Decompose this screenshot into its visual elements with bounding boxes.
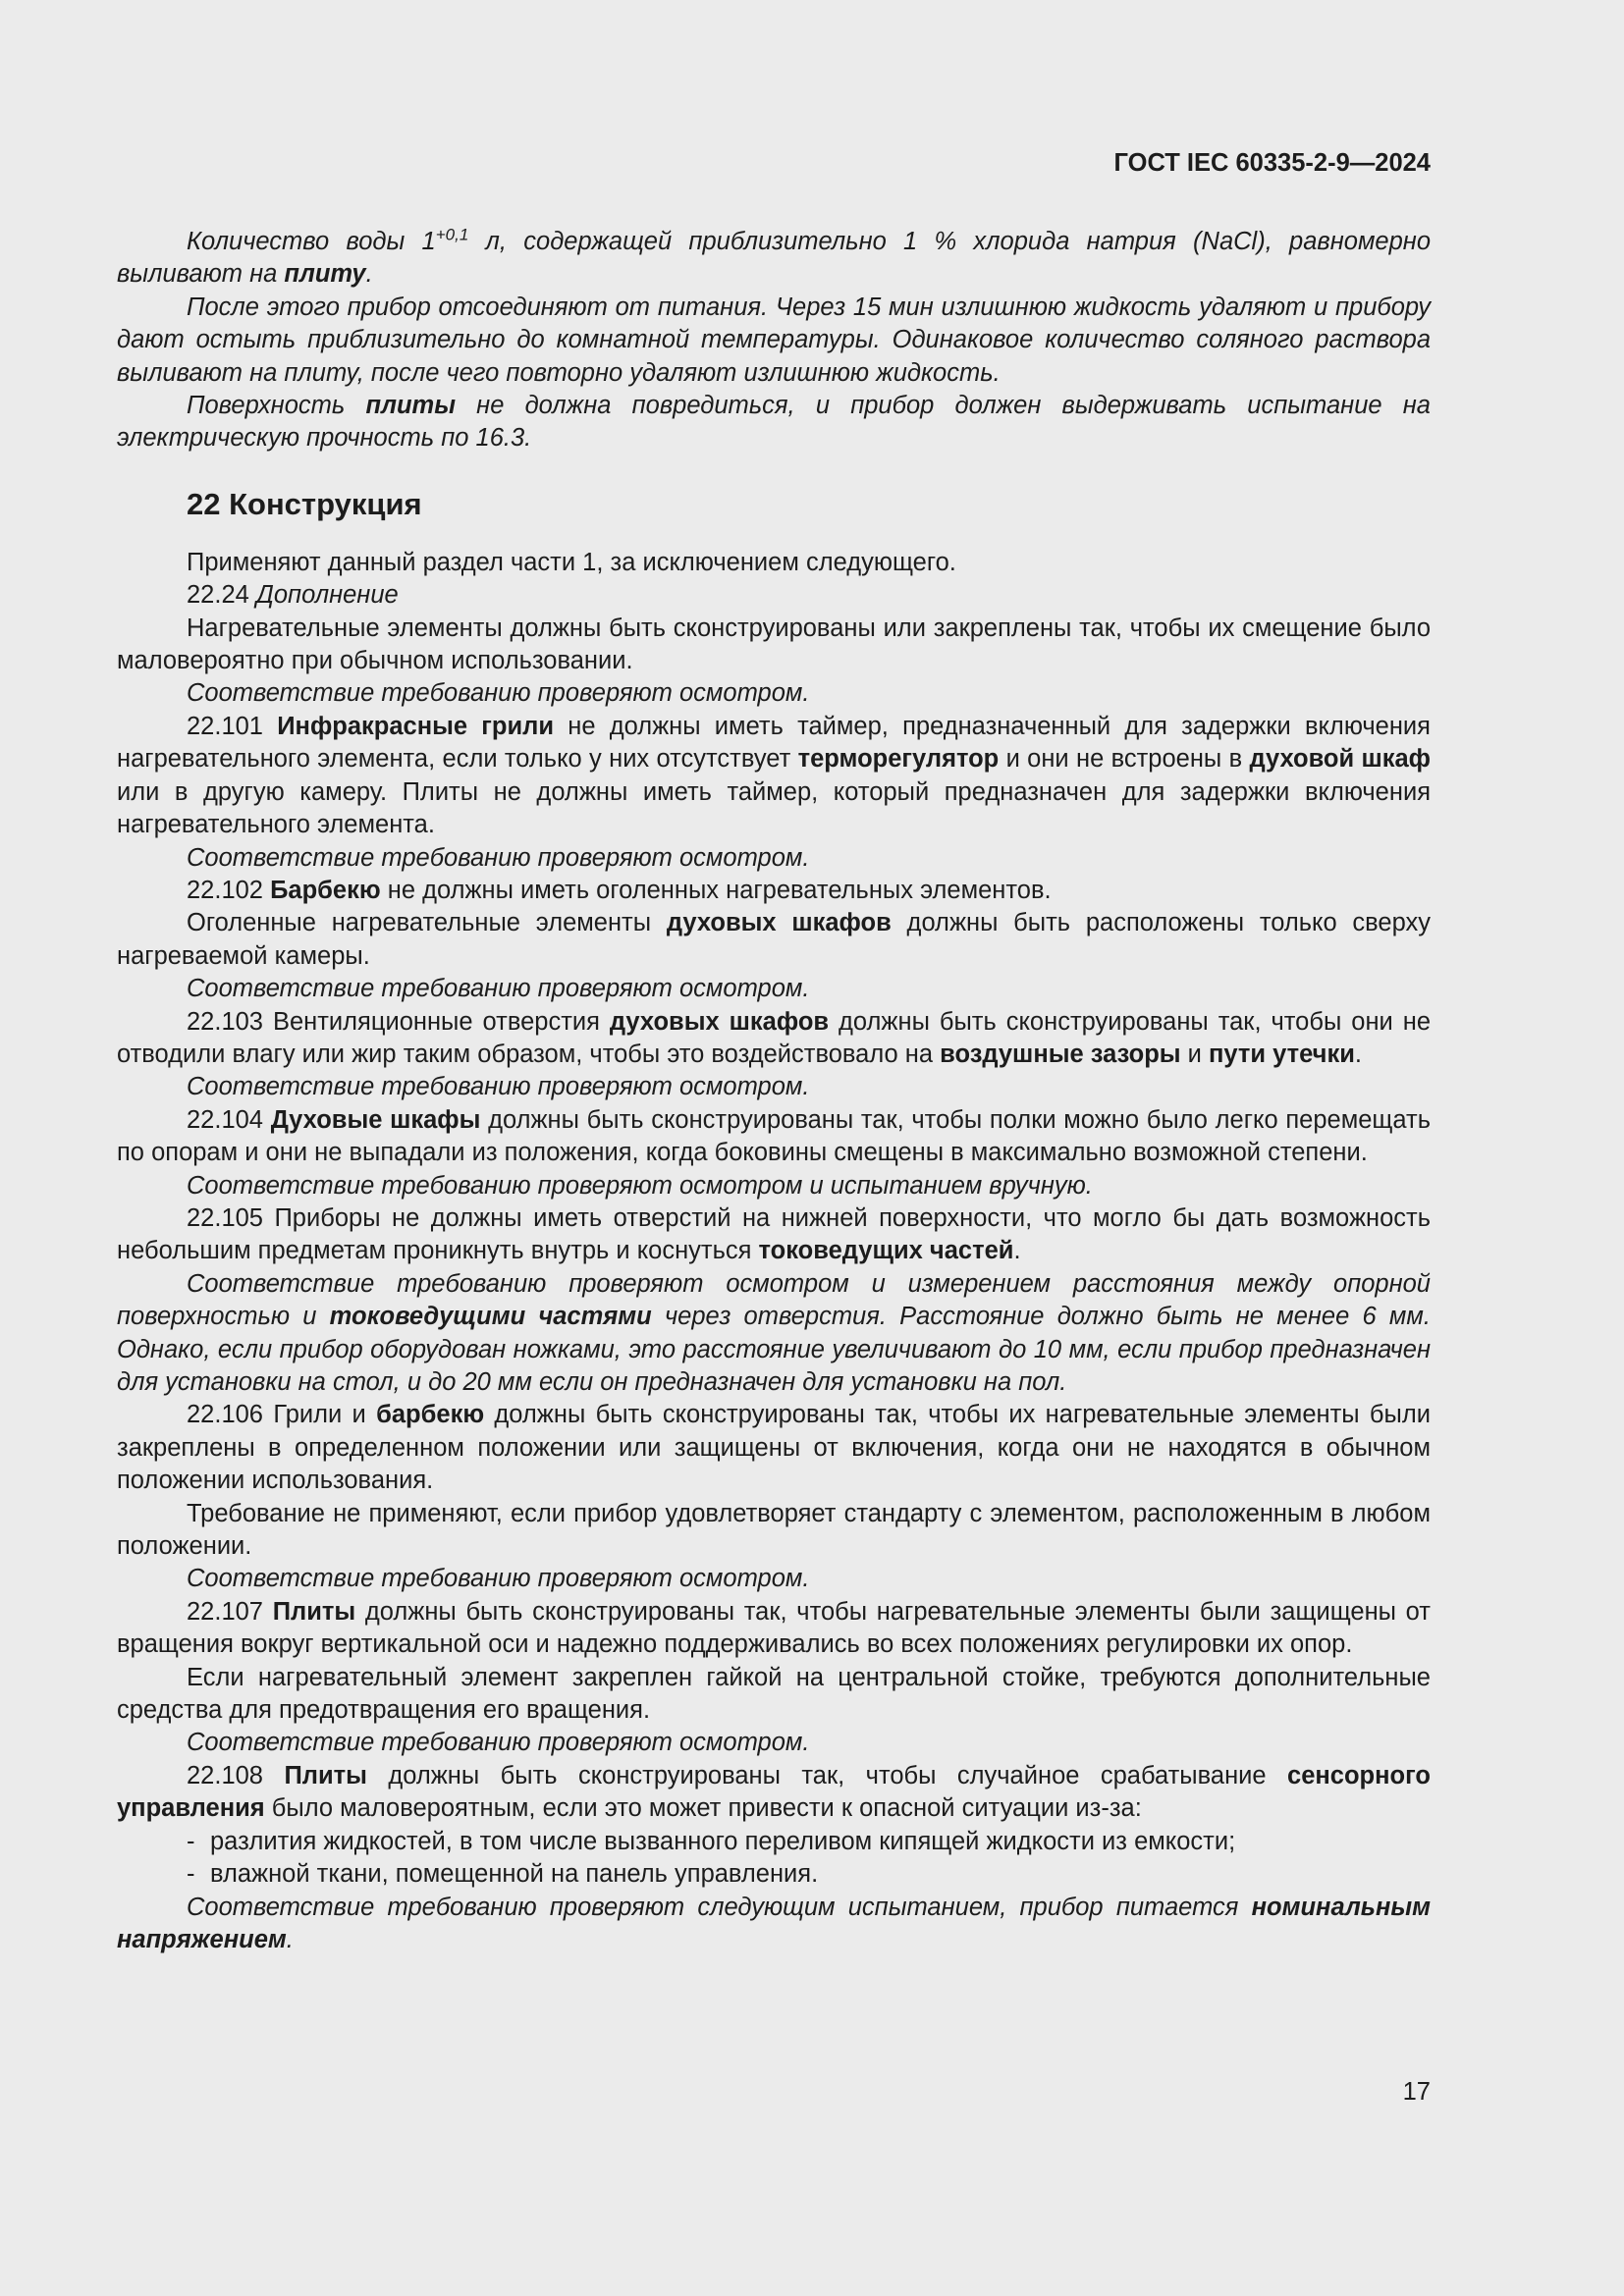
text: Оголенные нагревательные элементы <box>187 909 667 937</box>
defined-term: терморегулятор <box>797 745 1000 774</box>
list-item <box>117 1858 1431 1891</box>
text: л, содержащей приблизительно 1 % хлорида натрия (NaCl), равномерно выливают на <box>117 228 1431 289</box>
defined-term: Плиты <box>284 1761 367 1789</box>
text: было маловероятным, если это может привести к опасной ситуации из-за: <box>264 1794 1142 1823</box>
text: должны быть сконструированы так, чтобы полки можно было легко перемещать по опорам и они не выпадали из положения, когда боковины смещены в максимально возможной степени. <box>117 1105 1431 1167</box>
text: не должны иметь таймер, предназначенный для задержки включения нагревательного элемента, если только у них отсутствует <box>117 712 1431 774</box>
compliance-check: Соответствие требованию проверяют осмотром. <box>187 679 810 708</box>
paragraph: Если нагревательный элемент закреплен гайкой на центральной стойке, требуются дополнительные средства для предотвращения его вращения. <box>117 1663 1431 1725</box>
defined-term: Плиты <box>272 1597 356 1626</box>
clause-number: 22.107 <box>187 1597 273 1626</box>
text: Соответствие требованию проверяют осмотром и измерением расстояния между опорной поверхностью и <box>117 1269 1431 1331</box>
paragraph <box>117 390 1431 455</box>
text: через отверстия. Расстояние должно быть не менее 6 мм. Однако, если прибор оборудован ножками, это расстояние увеличивают до 10 мм, если прибор предназначен для установки на стол, и до 20 мм если он предназначен для установки на пол. <box>117 1303 1431 1396</box>
text: и <box>1180 1040 1209 1068</box>
defined-term: пути утечки <box>1208 1040 1355 1068</box>
clause <box>117 1006 1431 1072</box>
text: Соответствие требованию проверяют следующим испытанием, прибор питается <box>187 1893 1252 1921</box>
section-heading: 22 Конструкция <box>187 486 422 521</box>
compliance-check: Соответствие требованию проверяют осмотром. <box>187 843 810 872</box>
clause <box>117 711 1431 842</box>
defined-term: плиты <box>365 392 456 420</box>
list-dash: - <box>187 1827 195 1855</box>
text: 22.106 Грили и <box>187 1401 377 1429</box>
defined-term: номинальным напряжением <box>117 1893 1431 1953</box>
defined-term: духовой шкаф <box>1249 745 1431 774</box>
text: и они не встроены в <box>999 745 1250 774</box>
compliance-check <box>117 1892 1431 1957</box>
clause-title: Дополнение <box>255 581 399 610</box>
clause <box>117 1596 1431 1662</box>
defined-term: Инфракрасные грили <box>277 712 555 740</box>
text: 22.103 Вентиляционные отверстия <box>187 1007 610 1036</box>
text: должны быть расположены только сверху нагреваемой камеры. <box>117 909 1431 970</box>
clause <box>117 1399 1431 1497</box>
text: . <box>365 260 373 289</box>
defined-term: барбекю <box>376 1401 485 1429</box>
text: не должна повредиться, и прибор должен выдерживать испытание на электрическую прочность по 16.3. <box>117 392 1431 453</box>
compliance-check <box>117 1268 1431 1400</box>
clause-number: 22.24 <box>187 581 256 610</box>
list-item <box>117 1826 1431 1858</box>
compliance-check: Соответствие требованию проверяют осмотром. <box>187 1073 810 1101</box>
clause <box>117 1760 1431 1826</box>
paragraph <box>117 226 1431 292</box>
compliance-check: Соответствие требованию проверяют осмотром. <box>187 1729 810 1757</box>
text: Количество воды 1 <box>187 228 436 255</box>
text: или в другую камеру. Плиты не должны иметь таймер, который предназначен для задержки включения нагревательного элемента. <box>117 777 1431 839</box>
paragraph: Применяют данный раздел части 1, за исключением следующего. <box>187 548 956 576</box>
text: Поверхность <box>187 392 366 420</box>
clause <box>117 875 1431 907</box>
defined-term: воздушные зазоры <box>940 1040 1181 1068</box>
compliance-check: Соответствие требованию проверяют осмотром. <box>187 1565 810 1593</box>
compliance-check: Соответствие требованию проверяют осмотром. <box>187 975 810 1003</box>
defined-term: сенсорного управления <box>117 1761 1431 1823</box>
page-content <box>117 226 1431 1956</box>
defined-term: плиту <box>284 260 366 289</box>
defined-term: духовых шкафов <box>609 1007 830 1036</box>
list-item-text: влажной ткани, помещенной на панель управления. <box>210 1860 819 1889</box>
text: . <box>1013 1237 1021 1265</box>
text: должны быть сконструированы так, чтобы случайное срабатывание <box>366 1761 1288 1789</box>
text: должны быть сконструированы так, чтобы нагревательные элементы были защищены от вращения вокруг вертикальной оси и надежно поддерживались во всех положениях регулировки их опор. <box>117 1597 1431 1659</box>
text: должны быть сконструированы так, чтобы их нагревательные элементы были закреплены в определенном положении или защищены от включения, когда они не находятся в обычном положении использования. <box>117 1401 1431 1495</box>
document-code: ГОСТ IEC 60335-2-9—2024 <box>1113 149 1431 177</box>
superscript-tolerance: +0,1 <box>435 225 469 244</box>
paragraph: Требование не применяют, если прибор удовлетворяет стандарту с элементом, расположенным в любом положении. <box>117 1499 1431 1561</box>
defined-term: токоведущих частей <box>758 1237 1014 1265</box>
text: . <box>286 1925 294 1953</box>
clause-number: 22.102 <box>187 876 271 904</box>
defined-term: Барбекю <box>270 876 381 904</box>
paragraph: После этого прибор отсоединяют от питания. Через 15 мин излишнюю жидкость удаляют и прибору дают остыть приблизительно до комнатной температуры. Одинаковое количество соляного раствора выливают на плиту, после чего повторно удаляют излишнюю жидкость. <box>117 293 1431 387</box>
page-number: 17 <box>1402 2078 1431 2106</box>
defined-term: токоведущими частями <box>329 1303 652 1331</box>
defined-term: Духовые шкафы <box>270 1105 481 1134</box>
defined-term: духовых шкафов <box>666 909 892 937</box>
clause-number: 22.101 <box>187 712 278 740</box>
clause <box>117 1104 1431 1170</box>
text: должны быть сконструированы так, чтобы они не отводили влагу или жир таким образом, чтобы это воздействовало на <box>117 1007 1432 1068</box>
paragraph <box>117 907 1431 973</box>
list-dash: - <box>187 1860 195 1889</box>
compliance-check: Соответствие требованию проверяют осмотром и испытанием вручную. <box>187 1171 1093 1200</box>
paragraph: Нагревательные элементы должны быть сконструированы или закреплены так, чтобы их смещение было маловероятно при обычном использовании. <box>117 614 1431 675</box>
clause <box>117 1202 1431 1268</box>
text: не должны иметь оголенных нагревательных элементов. <box>380 876 1052 904</box>
list-item-text: разлития жидкостей, в том числе вызванного переливом кипящей жидкости из емкости; <box>210 1827 1236 1855</box>
text: 22.105 Приборы не должны иметь отверстий на нижней поверхности, что могло бы дать возможность небольшим предметам проникнуть внутрь и коснуться <box>117 1203 1431 1265</box>
text: . <box>1354 1040 1362 1068</box>
clause-heading <box>117 579 1431 612</box>
clause-number: 22.108 <box>187 1761 285 1789</box>
clause-number: 22.104 <box>187 1105 271 1134</box>
